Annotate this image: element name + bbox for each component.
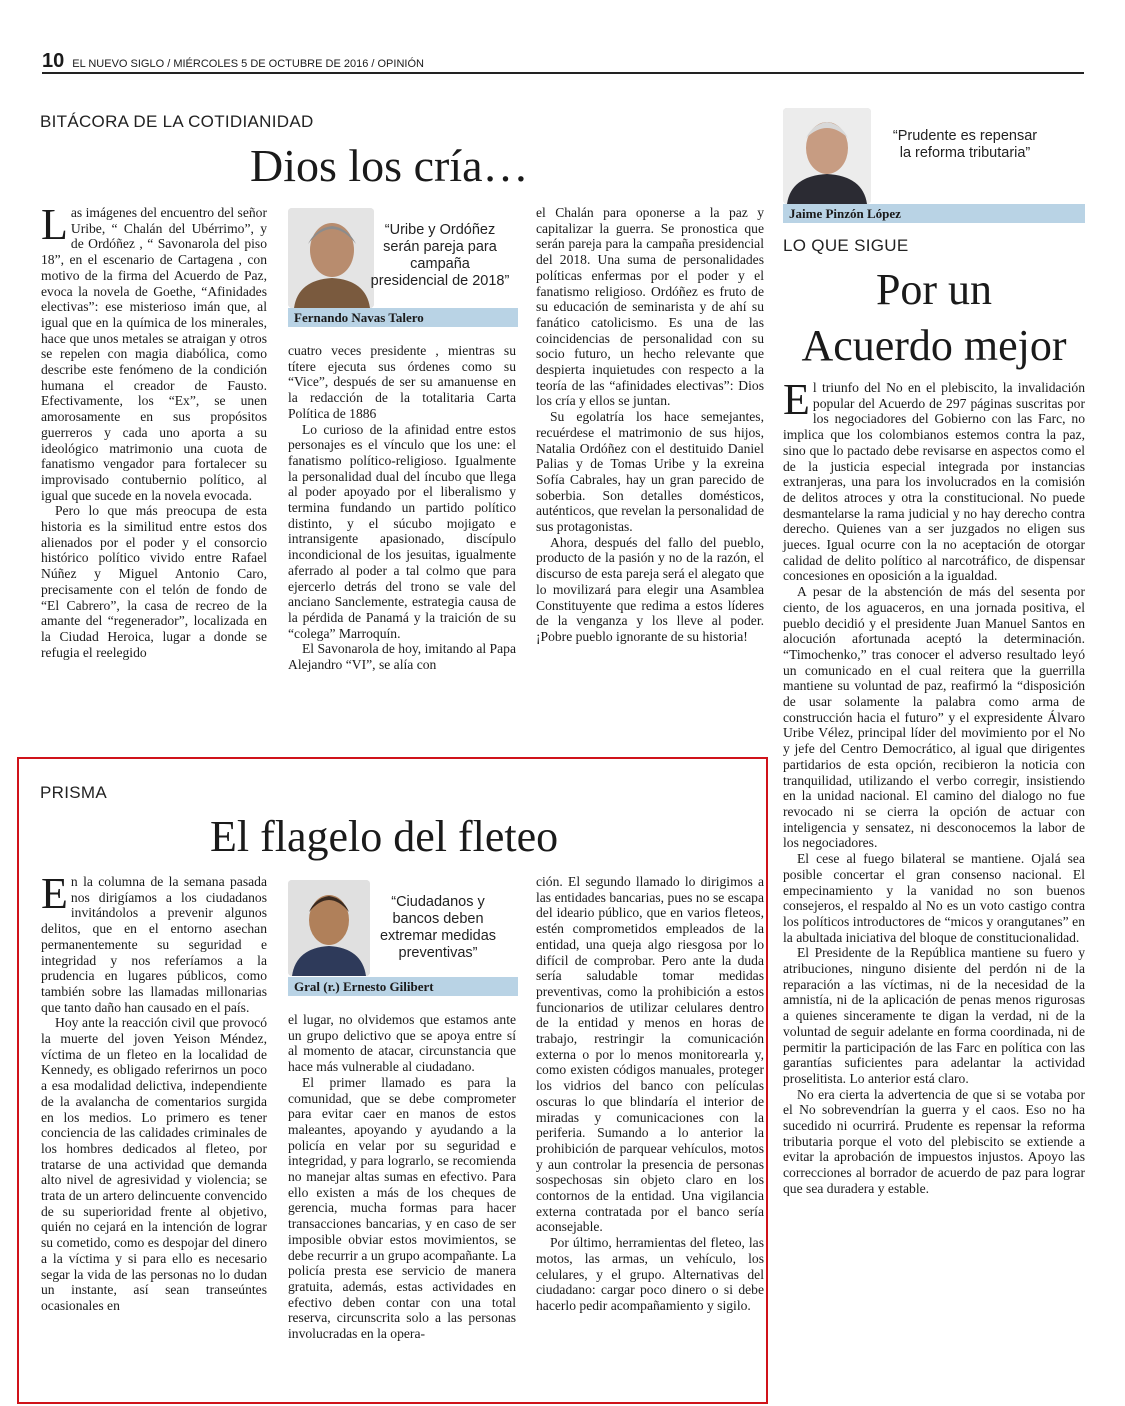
paragraph: El Savonarola de hoy, imitando al Papa Alejandro “VI”, se alía con	[288, 641, 516, 673]
headline-por-un-acuerdo	[783, 262, 1085, 374]
pull-quote-3: “Prudente es repensar la reforma tributaria”	[892, 128, 1038, 161]
author-photo-pinzon	[783, 108, 871, 204]
paragraph: Hoy ante la reacción civil que provocó la muerte del joven Yeison Méndez, víctima de un fleteo en la localidad de Kennedy, es obligado referirnos un poco a esa modalidad delictiva, independiente de la avalancha de comentarios surgida en los medios. Lo primero es tener conciencia de las calidades criminales de los hombres dedicados al fleteo, por tratarse de una actividad que demanda alto nivel de agresividad y violencia; se trata de un artero delincuente convencido de su superioridad frente al objetivo, quién no cejará en la intención de lograr su cometido, como es despojar del dinero a la víctima y si para ello es necesario segar la vida de las personas no lo dudan un instante, así sean transeúntes ocasionales en	[41, 1015, 267, 1313]
article1-column-1	[41, 200, 267, 660]
paragraph: n la columna de la semana pasada nos dirigíamos a los ciudadanos invitándolos a prevenir algunos delitos, que en el entorno asechan permanentemente su seguridad e integridad y nos referíamos a la prudencia en lugares públicos, como también sobre las llamadas millonarias que tanto daño han causado en el país.	[41, 874, 267, 1015]
article2-column-1	[41, 869, 267, 1314]
article3-column	[783, 375, 1085, 1197]
paragraph: El cese al fuego bilateral se mantiene. Ojalá sea posible concertar el gran consenso nacional. El empecinamiento y la vanidad no son buenos consejeros, el respaldo al No es un voto castigo contra los políticos introductores de “micos y orangutanes” en la abultada iniciativa del bloque de constitucionalidad.	[783, 851, 1085, 945]
author-name-navas: Fernando Navas Talero	[288, 308, 518, 327]
page-number: 10	[42, 50, 65, 72]
paragraph: cuatro veces presidente , mientras su títere ejecuta sus órdenes como su “Vice”, después de ser su amanuense en la redacción de la totalitaria Carta Política de 1886	[288, 343, 516, 421]
section-label-lo-que-sigue: LO QUE SIGUE	[783, 236, 909, 255]
paragraph: El Presidente de la República mantiene su fuero y atribuciones, ninguno disiente del perdón ni de la reparación a las víctimas, ni de la necesidad de la amnistía, ni de la aplicación de penas menos rigurosas a quienes sinceramente te digan la verdad, ni de la voluntad de seguir adelante en forma coordinada, ni de permitir la participación de las Farc en política con las garantías suficientes para adelantar la actividad proselitista. Lo anterior está claro.	[783, 945, 1085, 1086]
article2-column-3	[536, 874, 764, 1314]
section-label-bitacora: BITÁCORA DE LA COTIDIANIDAD	[40, 112, 314, 131]
paragraph: Ahora, después del fallo del pueblo, producto de la pasión y no de la razón, el discurso de esta pareja será el alegato que lo movilizará para elegir una Asamblea Constituyente que redima a estos líderes de la venganza y los lleve al poder. ¡Pobre pueblo ignorante de su historia!	[536, 534, 764, 644]
page-header	[42, 50, 1084, 74]
author-photo-navas	[288, 208, 374, 308]
author-photo-gilibert	[288, 880, 370, 976]
paragraph: as imágenes del encuentro del señor Uribe, “ Chalán del Ubérrimo”, y de Ordóñez , “ Savonarola del piso 18”, en el escenario de Cartagena , con motivo de la firma del Acuerdo de Paz, evoca la novela de Goethe, “Afinidades electivas”: ese misterioso imán que, al igual que en la química de los minerales, hace que unos metales se atraigan y otros se repelen con magia diabólica, como describe este fenómeno de la condición humana el creador de Fausto. Efectivamente, los “Ex”, se unen amorosamente en sus propósitos guerreros y cada uno aporta a su ideológico matrimonio una cuota de fanatismo vengador para fortalecer su improvisado contubernio político, al igual que sucede en la novela evocada.	[41, 205, 267, 503]
author-name-pinzon: Jaime Pinzón López	[783, 204, 1085, 223]
headline-line: Por un	[875, 265, 993, 314]
paragraph: Su egolatría los hace semejantes, recuérdese el matrimonio de sus hijos, Natalia Ordóñez con el destituido Daniel Palias y de Tomas Uribe y la exreina Sofía Cabrales, hay un gran parecido de soberbia. Son detalles domésticos, auténticos, que revelan la personalidad de sus protagonistas.	[536, 409, 764, 535]
portrait-photo-icon	[288, 880, 370, 976]
paragraph: No era cierta la advertencia de que si se votaba por el No sobrevendrían la guerra y el caos. Eso no ha sucedido ni ocurrirá. Prudente es repensar la reforma tributaria porque el voto del plebiscito se extiende a evitar la aprobación de impuestos injustos. Apoyo las correcciones al borrador de acuerdo de paz para lograr que sea duradera y estable.	[783, 1086, 1085, 1196]
paragraph: A pesar de la abstención de más del sesenta por ciento, de los aguaceros, en una jornada positiva, el pueblo decidió y el presidente Juan Manuel Santos en alocución afortunada aceptó la determinación. “Timochenko,” tras conocer el adverso resultado leyó un comunicado en el cual reitera que la guerrilla mantiene su voluntad de paz, reafirmó la “disposición de usar solamente la palabra como arma de construcción hacia el futuro” y el expresidente Álvaro Uribe Vélez, principal líder del movimiento por el No y jefe del Centro Democrático, al igual que dirigentes partidarios de esta opción, recibieron la noticia con tranquilidad, utilizando el verbo corregir, insistiendo en la unidad nacional. El camino del dialogo no fue revocado ni se cierra la opción de actuar con inteligencia y sensatez, ni desconocemos la labor de los negociadores.	[783, 584, 1085, 851]
paragraph: el lugar, no olvidemos que estamos ante un grupo delictivo que se apoya entre sí al momento de atacar, circunstancia que hace más vulnerable al ciudadano.	[288, 1012, 516, 1075]
author-name-gilibert: Gral (r.) Ernesto Gilibert	[288, 977, 518, 996]
section-label-prisma: PRISMA	[40, 783, 107, 802]
paragraph: ción. El segundo llamado lo dirigimos a las entidades bancarias, pues no se escapa del ideario público, que en varios fleteos, estén comprometidos empleados de la entidad, una queja algo riesgosa por lo difícil de comprobar. Pero ante la duda sería saludable tomar medidas preventivas, como la prohibición a estos funcionarios de utilizar celulares dentro de la entidad y menos en horas de trabajo, restringir la comunicación externa o por lo menos monitorearla y, como existen códigos manuales, proteger los vidrios del banco con películas oscuras lo que blindaría el interior de miradas y comunicaciones con la periferia. Sumando a lo anterior la prohibición de parquear vehículos, motos y aun controlar la presencia de personas sospechosas sin objeto claro en los contornos de la entidad. Una vigilancia externa contratada por el banco sería aconsejable.	[536, 874, 764, 1235]
dropcap: L	[41, 200, 68, 249]
paragraph: el Chalán para oponerse a la paz y capitalizar la guerra. Se pronostica que serán pareja para la campaña presidencial del 2018. Una suma de personalidades políticas enfermas por el poder y el fanatismo religioso. Ordóñez es fruto de su educación de seminarista y de ahí su fanático catolicismo. Es una de las coincidencias de personalidad con su socio futuro, un hecho relevante que despierta inquietudes con respecto a la teoría de las “afinidades electivas”: Dios los cría y ellos se juntan.	[536, 205, 764, 409]
article2-column-2	[288, 1012, 516, 1342]
dropcap: E	[41, 869, 68, 918]
pull-quote-2: “Ciudadanos y bancos deben extremar medidas preventivas”	[379, 894, 497, 961]
dropcap: E	[783, 375, 810, 424]
headline-dios-los-cria: Dios los cría…	[250, 140, 529, 191]
paragraph: El primer llamado es para la comunidad, que se debe comprometer para evitar caer en manos de estos maleantes, apoyando y ayudando a la policía en velar por su seguridad e integridad, y para lograrlo, se recomienda no manejar altas sumas en efectivo. Para ello existen a más de los cheques de gerencia, mucha formas para hacer transacciones bancarias, y en caso de ser imposible obviar estos movimientos, se debe recurrir a un grupo acompañante. La policía presta ese servicio de manera gratuita, además, estas actividades en efectivo deben contar con una total reserva, circunscrita solo a las personas involucradas en la opera-	[288, 1074, 516, 1342]
paragraph: Pero lo que más preocupa de esta historia es la similitud entre estos dos alienados por el poder y el consorcio histórico político vivido entre Rafael Núñez y Miguel Antonio Caro, precisamente con el telón de fondo de “El Cabrero”, la casa de recreo de la amante del “regenerador”, localizada en la Ciudad Heroica, lugar a donde se refugia el reelegido	[41, 503, 267, 660]
portrait-photo-icon	[783, 108, 871, 204]
article1-column-3	[536, 205, 764, 645]
paragraph: Lo curioso de la afinidad entre estos personajes es el vínculo que los une: el fanatismo político-religioso. Igualmente la personalidad dual del íncubo que llega al poder apoyado por el liberalismo y termina fundando un partido político distinto, y el súcubo mojigato e intransigente apasionado, discípulo incondicional de los jesuitas, igualmente aferrado al poder a tal colmo que para ejercerlo detrás del trono se vale del anciano Sanclemente, estrategia causa de la pérdida de Panamá y la traición de su “colega” Marroquín.	[288, 421, 516, 641]
paragraph: Por último, herramientas del fleteo, las motos, las armas, un vehículo, los celulares, y el grupo. Alternativas del ciudadano: cargar poco dinero o si debe hacerlo pedir acompañamiento y sigilo.	[536, 1235, 764, 1313]
headline-line: Acuerdo mejor	[801, 321, 1067, 370]
article1-column-2	[288, 343, 516, 673]
pull-quote-1: “Uribe y Ordóñez serán pareja para campaña presidencial de 2018”	[370, 222, 510, 289]
paragraph: l triunfo del No en el plebiscito, la invalidación popular del Acuerdo de 297 páginas suscritas por los negociadores del Gobierno con las Farc, no implica que los colombianos estemos contra la paz, sino que lo pactado debe revisarse en aspectos como el de la justicia especial integrada por instancias extranjeras, una para los involucrados en la comisión de delitos atroces y otra la constitucional. No puede desmantelarse la rama judicial y no hay derecho contra derecho. Quienes van a ser juzgados no eligen sus jueces. Igual ocurre con la no aceptación de otorgar calidad de delito político al narcotráfico, de dispensar concesiones en oposición a la igualdad.	[783, 380, 1085, 584]
portrait-photo-icon	[288, 208, 374, 308]
page-meta: EL NUEVO SIGLO / MIÉRCOLES 5 DE OCTUBRE DE 2016 / OPINIÓN	[72, 58, 424, 70]
headline-flagelo: El flagelo del fleteo	[210, 812, 559, 861]
